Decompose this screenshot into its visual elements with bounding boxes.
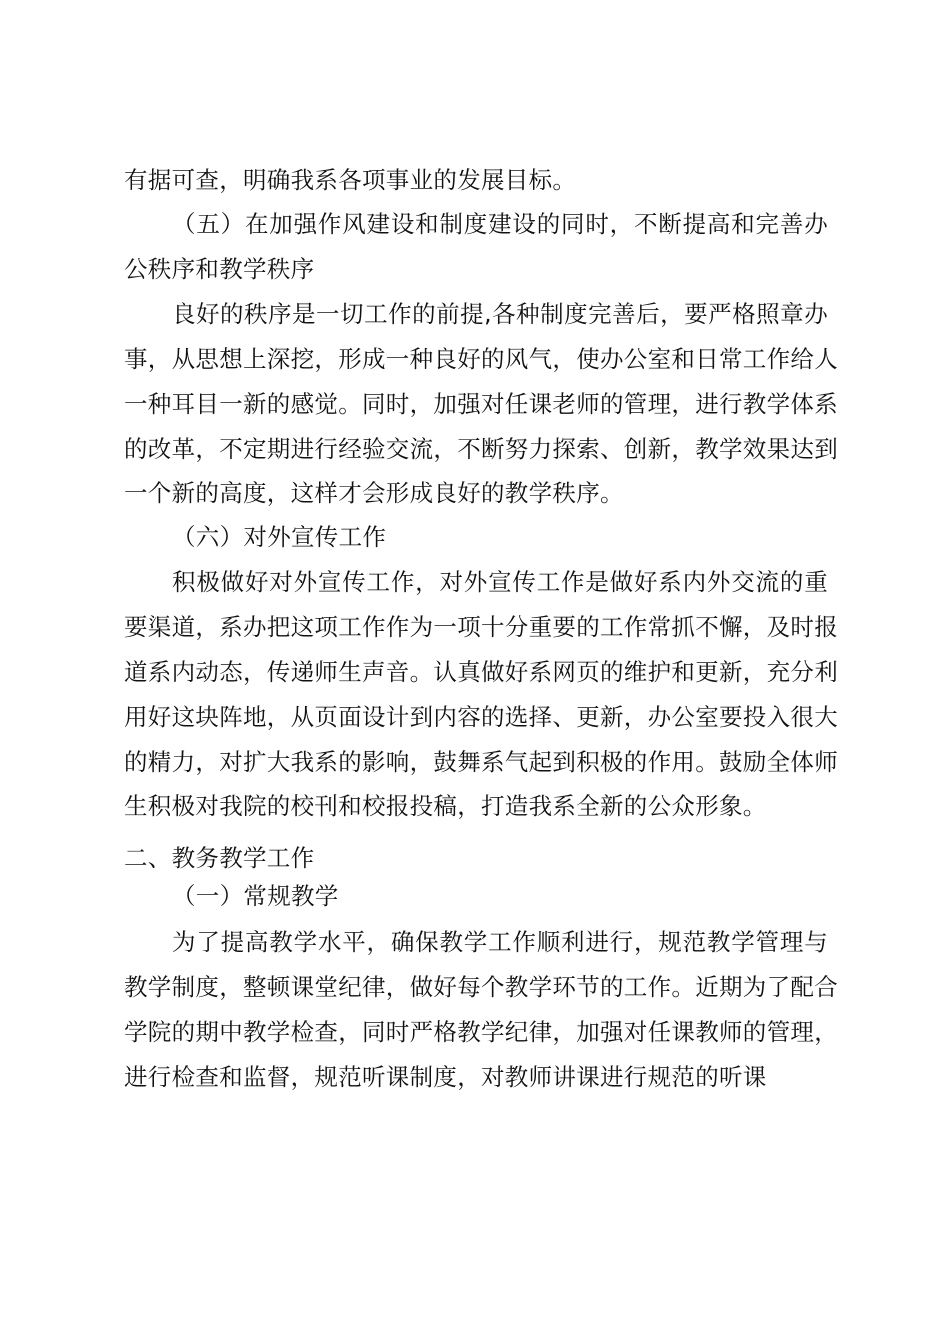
paragraph-line: 生积极对我院的校刊和校报投稿，打造我系全新的公众形象。 <box>124 792 767 820</box>
paragraph-line: 的改革，不定期进行经验交流，不断努力探索、创新，教学效果达到 <box>124 435 838 463</box>
paragraph-line: 进行检查和监督，规范听课制度，对教师讲课进行规范的听课 <box>124 1063 767 1091</box>
paragraph-line: 事，从思想上深挖，形成一种良好的风气，使办公室和日常工作给人 <box>124 345 838 373</box>
section-heading-1: （一）常规教学 <box>172 882 339 910</box>
paragraph-line: 教学制度，整顿课堂纪律，做好每个教学环节的工作。近期为了配合 <box>124 973 838 1001</box>
paragraph-line: 的精力，对扩大我系的影响，鼓舞系气起到积极的作用。鼓励全体师 <box>124 748 838 776</box>
section-heading-5-cont: 公秩序和教学秩序 <box>124 255 315 283</box>
section-heading-5: （五）在加强作风建设和制度建设的同时，不断提高和完善办 <box>172 210 828 238</box>
paragraph-line: 一个新的高度，这样才会形成良好的教学秩序。 <box>124 479 624 507</box>
paragraph-line: 积极做好对外宣传工作，对外宣传工作是做好系内外交流的重 <box>172 568 828 596</box>
paragraph-line: 一种耳目一新的感觉。同时，加强对任课老师的管理，进行教学体系 <box>124 390 838 418</box>
chapter-heading-2: 二、教务教学工作 <box>124 844 315 872</box>
paragraph-line: 要渠道，系办把这项工作作为一项十分重要的工作常抓不懈，及时报 <box>124 613 838 641</box>
paragraph-line: 良好的秩序是一切工作的前提,各种制度完善后，要严格照章办 <box>172 300 828 328</box>
paragraph-line: 道系内动态，传递师生声音。认真做好系网页的维护和更新，充分利 <box>124 658 838 686</box>
paragraph-line: 为了提高教学水平，确保教学工作顺利进行，规范教学管理与 <box>172 928 828 956</box>
paragraph-line: 有据可查，明确我系各项事业的发展目标。 <box>124 166 577 194</box>
paragraph-line: 用好这块阵地，从页面设计到内容的选择、更新，办公室要投入很大 <box>124 703 838 731</box>
section-heading-6: （六）对外宣传工作 <box>172 523 387 551</box>
paragraph-line: 学院的期中教学检查，同时严格教学纪律，加强对任课教师的管理， <box>124 1018 838 1046</box>
